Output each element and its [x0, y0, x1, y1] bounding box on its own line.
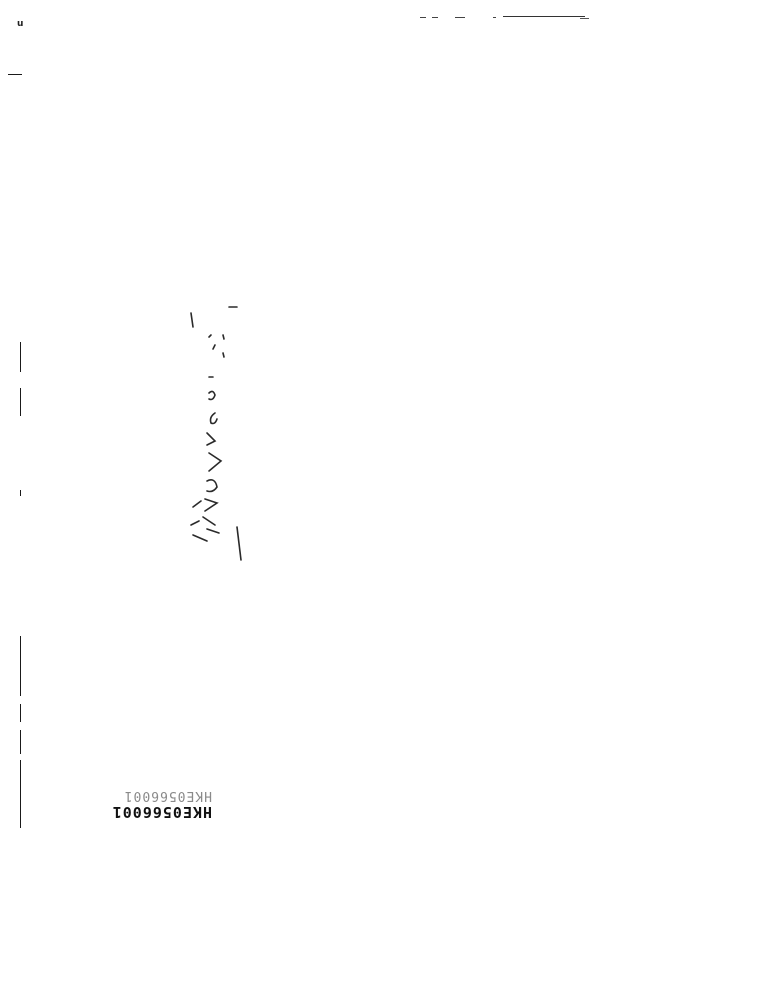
handwritten-annotation	[185, 305, 255, 565]
hand-stroke	[191, 313, 193, 327]
scan-artifact-streak	[432, 17, 438, 18]
hand-stroke	[223, 335, 224, 357]
scan-artifact-streak	[420, 17, 426, 18]
scan-artifact-streak	[580, 18, 589, 19]
bates-number-faint: HKE0566001	[123, 788, 212, 803]
scan-edge-line	[20, 388, 21, 416]
hand-stroke	[193, 535, 207, 541]
hand-stroke	[209, 391, 215, 399]
hand-stroke	[237, 527, 241, 560]
scan-edge-line	[20, 342, 21, 372]
hand-stroke	[209, 335, 215, 349]
hand-stroke	[193, 501, 201, 507]
scan-edge-line	[20, 760, 21, 828]
hand-stroke	[209, 453, 221, 471]
scan-artifact-streak	[455, 17, 465, 18]
hand-stroke	[203, 517, 215, 525]
scan-artifact-streak	[503, 16, 585, 17]
scan-edge-line	[20, 636, 21, 696]
hand-stroke	[211, 413, 218, 424]
hand-stroke	[205, 499, 217, 511]
bates-stamp	[62, 776, 212, 820]
scan-edge-line	[20, 490, 21, 496]
bates-number: HKE0566001	[111, 803, 212, 821]
hand-stroke	[207, 480, 217, 492]
scan-artifact-streak	[493, 17, 496, 18]
scan-edge-line	[20, 704, 21, 722]
corner-mark: u	[17, 19, 24, 29]
hand-stroke	[207, 529, 219, 533]
hand-stroke	[207, 433, 215, 445]
scan-edge-line	[20, 730, 21, 754]
scan-artifact-dash	[8, 74, 22, 75]
hand-stroke	[191, 521, 199, 525]
